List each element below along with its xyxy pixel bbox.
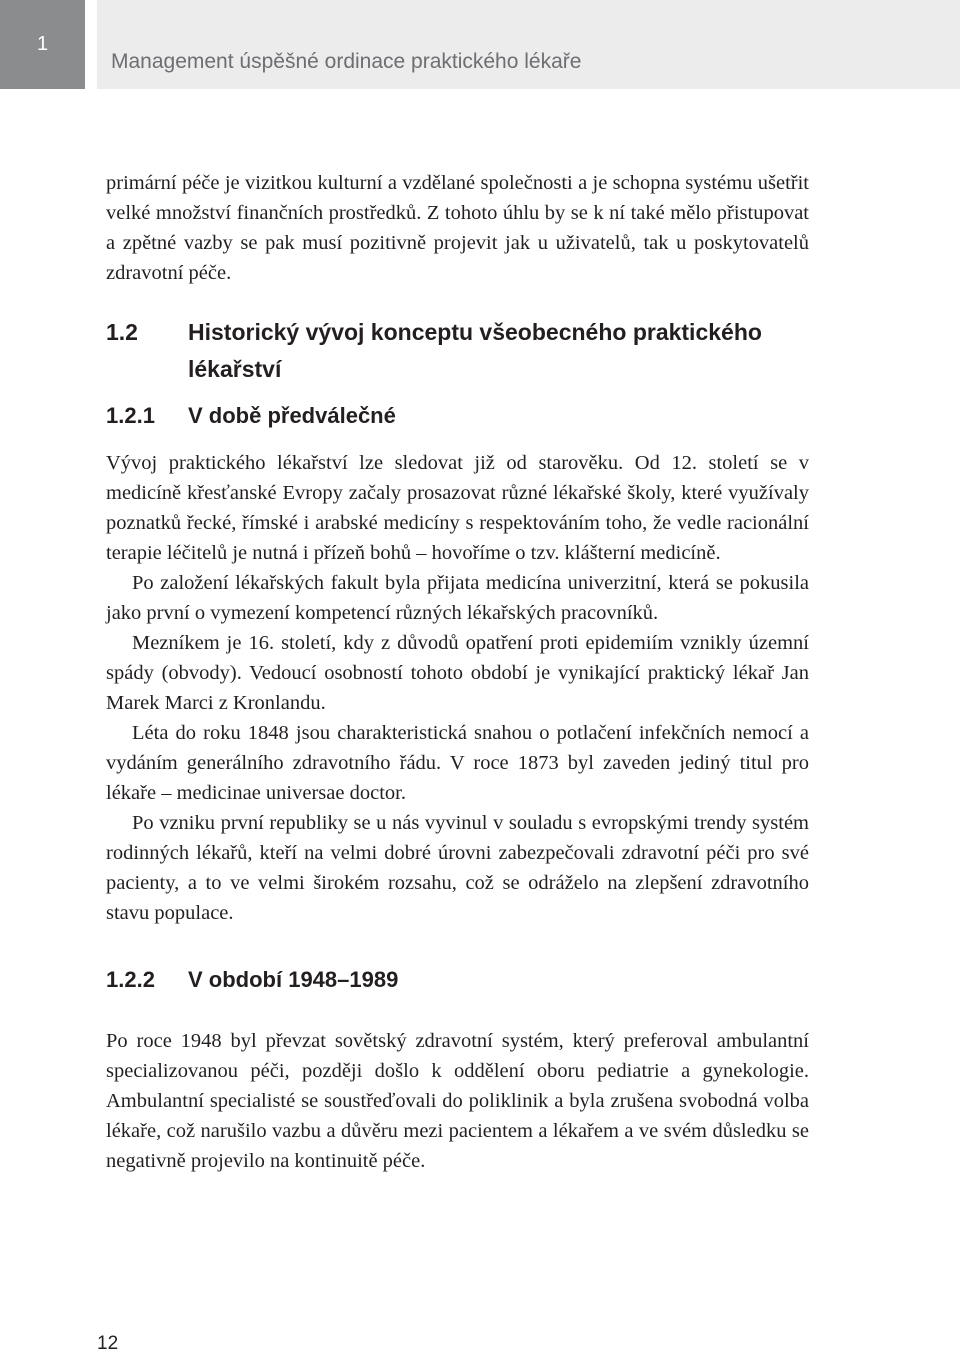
page-body [106, 168, 809, 1176]
paragraph: Po vzniku první republiky se u nás vyvinul v souladu s evropskými trendy systém rodinných lékařů, kteří na velmi dobré úrovni zabezpečovali zdravotní péči pro své pacienty, a to ve velmi širokém rozsahu, což se odráželo na zlepšení zdravotního stavu populace. [106, 812, 809, 924]
intro-paragraph: primární péče je vizitkou kulturní a vzdělané společnosti a je schopna systému ušetřit velké množství finančních prostředků. Z tohoto úhlu by se k ní také mělo přistupovat a zpětné vazby se pak musí pozitivně projevit jak u uživatelů, tak u poskytovatelů zdravotní péče. [106, 172, 809, 284]
paragraph: Vývoj praktického lékařství lze sledovat již od starověku. Od 12. století se v medicíně křesťanské Evropy začaly prosazovat různé lékařské školy, které využívaly poznatků řecké, římské i arabské medicíny s respektováním toho, že vedle racionální terapie léčitelů je nutná i přízeň bohů – hovoříme o tzv. klášterní medicíně. [106, 452, 809, 564]
running-header [97, 0, 960, 89]
subsection-title: V období 1948–1989 [188, 967, 399, 992]
section-number: 1.2 [106, 319, 138, 345]
subsection-heading-1-2-2 [106, 964, 809, 996]
section-heading-1-2 [106, 314, 809, 388]
running-title: Management úspěšné ordinace praktického lékaře [111, 50, 582, 73]
section-title: Historický vývoj konceptu všeobecného praktického lékařství [188, 319, 762, 382]
paragraph: Mezníkem je 16. století, kdy z důvodů opatření proti epidemiím vznikly územní spády (obvody). Vedoucí osobností tohoto období je vynikající praktický lékař Jan Marek Marci z Kronlandu. [106, 632, 809, 714]
paragraph: Léta do roku 1848 jsou charakteristická snahou o potlačení infekčních nemocí a vydáním generálního zdravotního řádu. V roce 1873 byl zaveden jediný titul pro lékaře – medicinae universae doctor. [106, 722, 809, 804]
subsection-title: V době předválečné [188, 403, 396, 428]
chapter-number: 1 [36, 33, 49, 55]
chapter-number-tab [0, 0, 85, 89]
subsection-heading-1-2-1 [106, 400, 809, 432]
paragraph: Po roce 1948 byl převzat sovětský zdravotní systém, který preferoval ambulantní specializovanou péči, později došlo k oddělení oboru pediatrie a gynekologie. Ambulantní specialisté se soustřeďovali do poliklinik a byla zrušena svobodná volba lékaře, což narušilo vazbu a důvěru mezi pacientem a lékařem a ve svém důsledku se negativně projevilo na kontinuitě péče. [106, 1030, 809, 1172]
subsection-number: 1.2.2 [106, 967, 155, 992]
subsection-number: 1.2.1 [106, 403, 155, 428]
page-number: 12 [97, 1333, 119, 1354]
paragraph: Po založení lékařských fakult byla přijata medicína univerzitní, která se pokusila jako první o vymezení kompetencí různých lékařských pracovníků. [106, 572, 809, 624]
